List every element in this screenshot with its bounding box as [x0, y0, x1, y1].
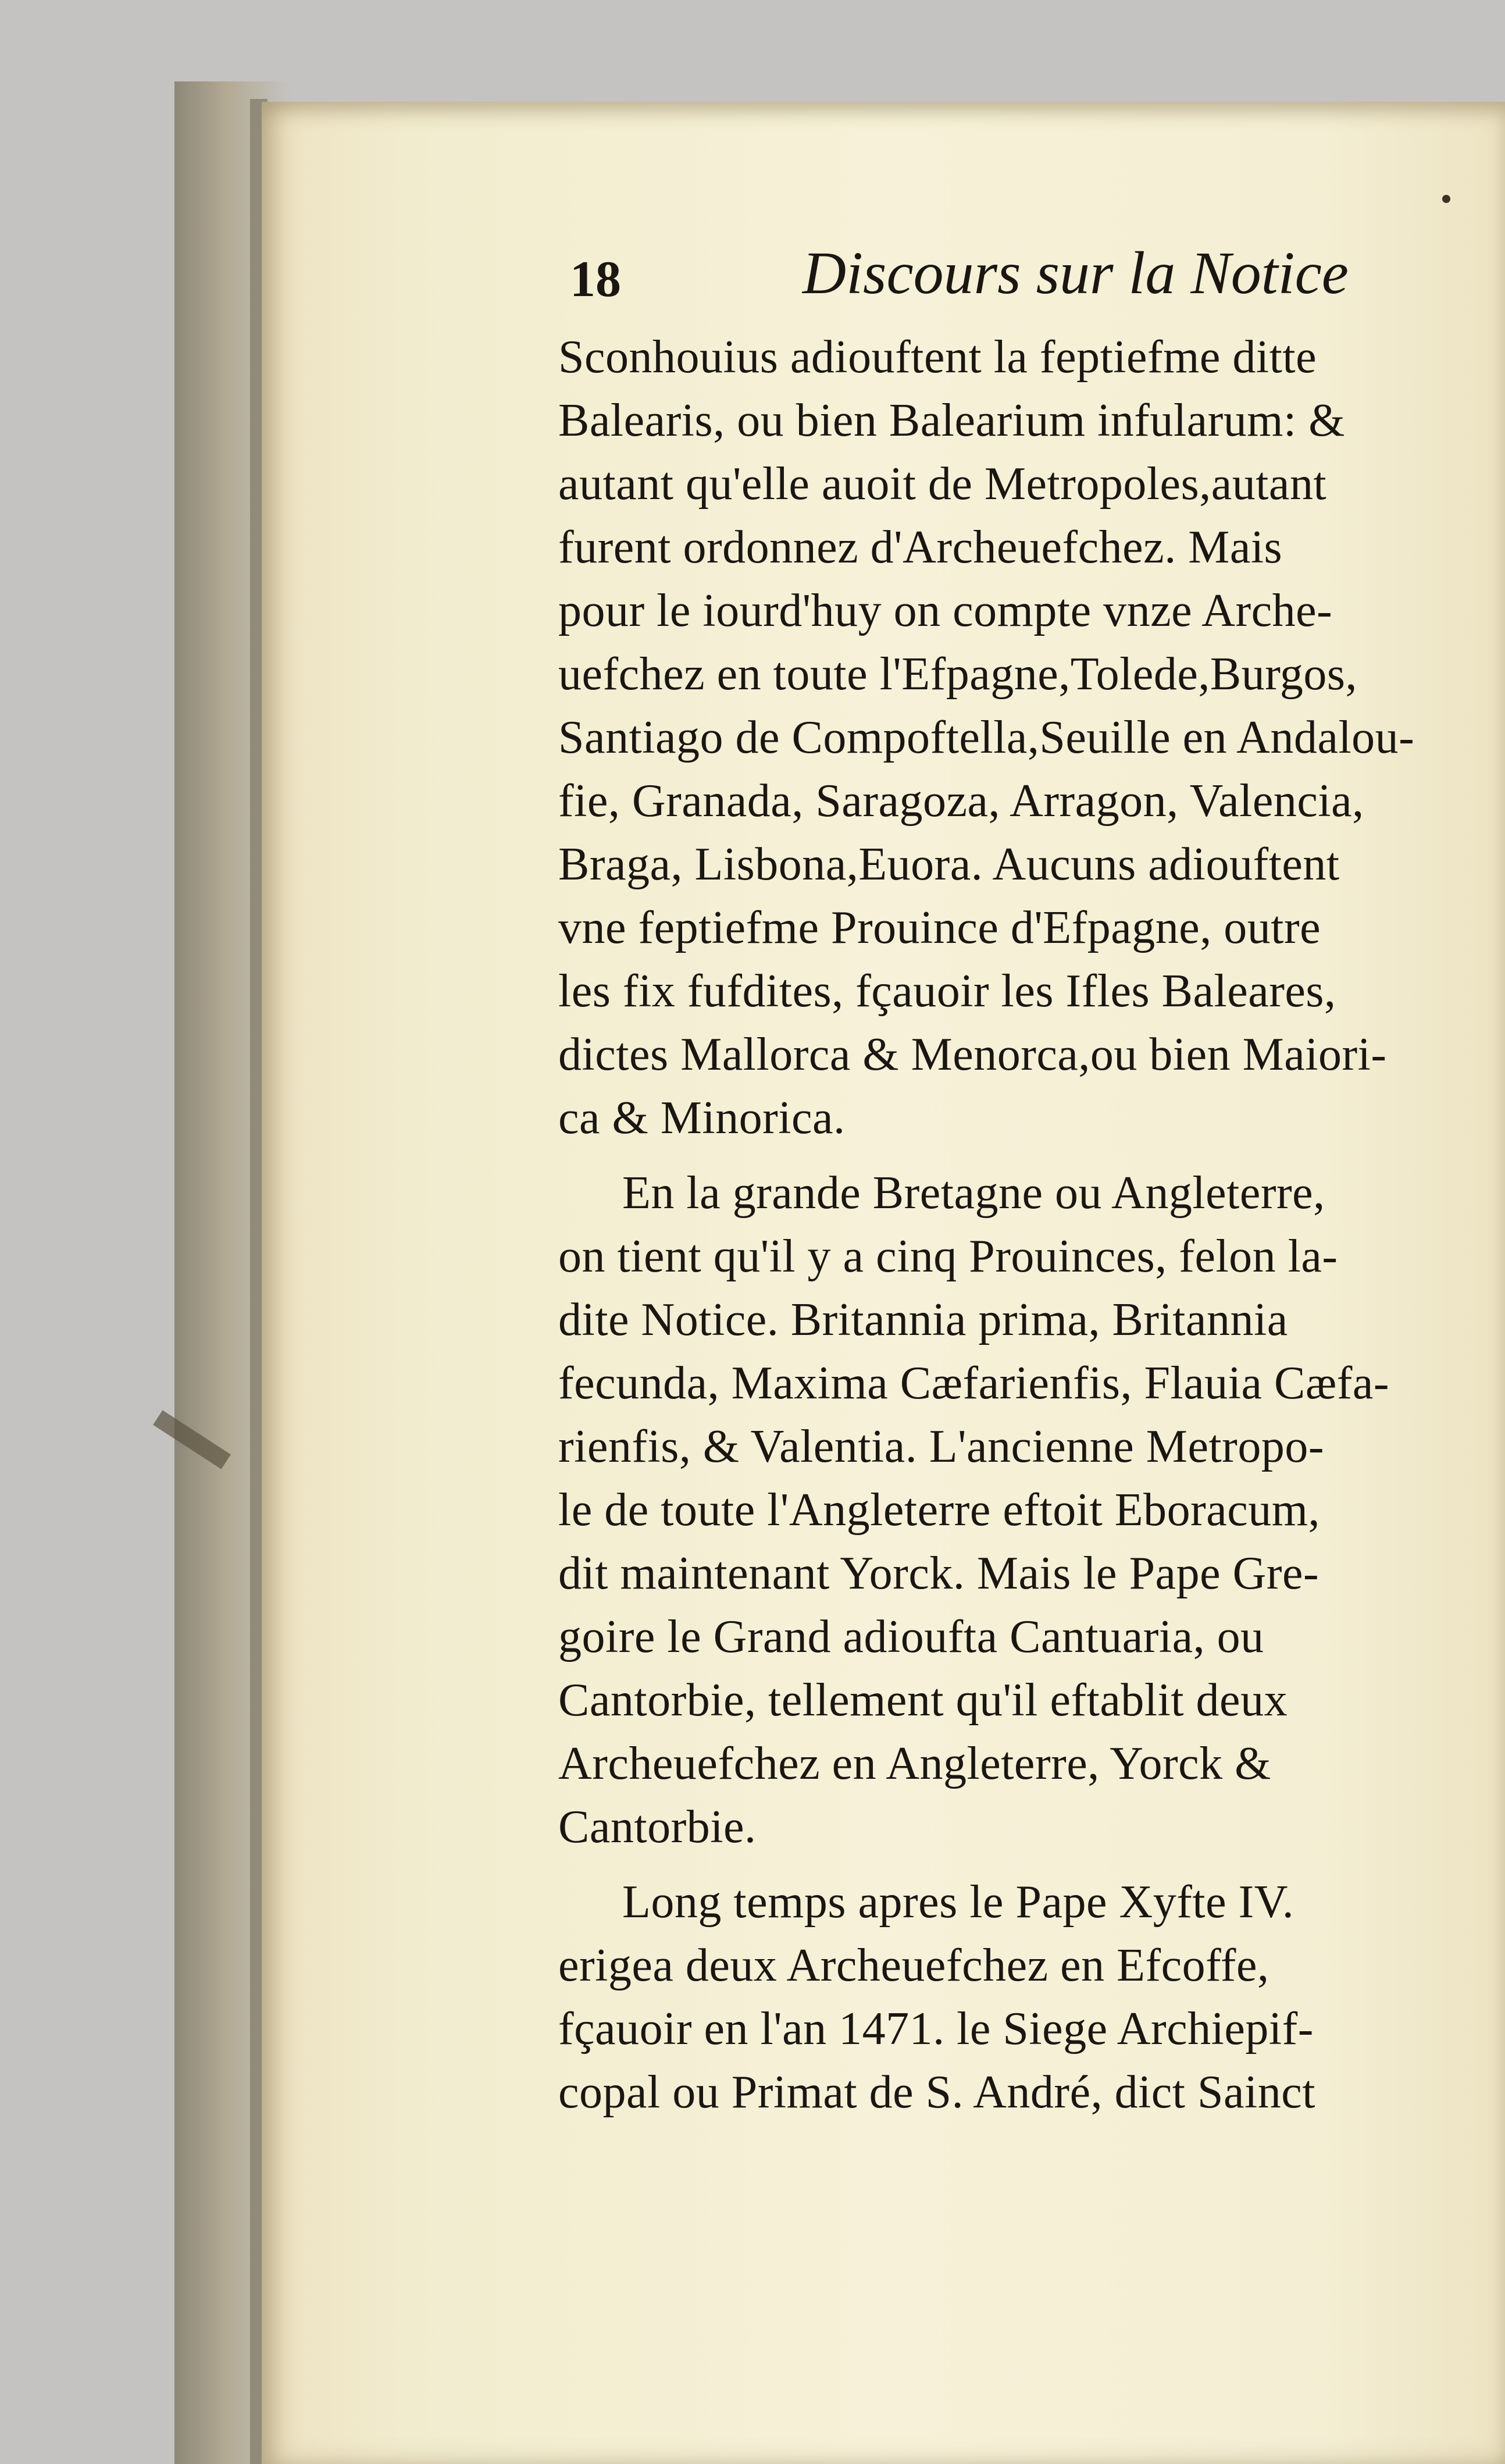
text-line: copal ou Primat de S. André, dict Sainct [558, 2067, 1315, 2118]
text-line: fie, Granada, Saragoza, Arragon, Valencia, [558, 775, 1364, 827]
text-line: le de toute l'Angleterre eftoit Eboracum, [558, 1484, 1320, 1536]
text-line: erigea deux Archeuefchez en Efcoffe, [558, 1940, 1269, 1991]
text-line: En la grande Bretagne ou Angleterre, [622, 1167, 1325, 1219]
text-line: pour le iourd'huy on compte vnze Arche- [558, 585, 1333, 636]
page-text-block [558, 238, 1477, 2124]
text-line: dictes Mallorca & Menorca,ou bien Maiori- [558, 1029, 1387, 1080]
text-line: uefchez en toute l'Efpagne,Tolede,Burgos, [558, 649, 1358, 700]
text-line: Cantorbie, tellement qu'il eftablit deux [558, 1675, 1288, 1726]
text-line: Long temps apres le Pape Xyfte IV. [622, 1877, 1294, 1928]
text-line: Sconhouius adiouftent la feptiefme ditte [558, 332, 1317, 383]
text-line: dite Notice. Britannia prima, Britannia [558, 1294, 1288, 1345]
running-head [558, 238, 1477, 326]
text-line: Braga, Lisbona,Euora. Aucuns adiouftent [558, 839, 1340, 890]
text-line: autant qu'elle auoit de Metropoles,autant [558, 458, 1327, 510]
text-line: Archeuefchez en Angleterre, Yorck & [558, 1738, 1271, 1789]
text-line: Santiago de Compoftella,Seuille en Andalou- [558, 712, 1415, 763]
text-line: fçauoir en l'an 1471. le Siege Archiepif- [558, 2003, 1314, 2054]
text-line: les fix fufdites, fçauoir les Ifles Baleares, [558, 966, 1336, 1017]
text-line: fecunda, Maxima Cæfarienfis, Flauia Cæfa- [558, 1358, 1389, 1409]
text-line: goire le Grand adioufta Cantuaria, ou [558, 1611, 1264, 1662]
text-line: rienfis, & Valentia. L'ancienne Metropo- [558, 1421, 1324, 1472]
paragraph-gap [558, 1150, 1477, 1162]
page-number: 18 [570, 251, 621, 308]
running-title: Discours sur la Notice [803, 240, 1349, 307]
ink-dot-mark [1442, 195, 1450, 203]
paragraph-gap [558, 1859, 1477, 1871]
text-line: vne feptiefme Prouince d'Efpagne, outre [558, 902, 1321, 953]
text-line: dit maintenant Yorck. Mais le Pape Gre- [558, 1548, 1319, 1599]
text-line: ca & Minorica. [558, 1092, 846, 1144]
text-line: Balearis, ou bien Balearium infularum: & [558, 395, 1345, 446]
text-line: on tient qu'il y a cinq Prouinces, felon la- [558, 1231, 1338, 1282]
text-line: furent ordonnez d'Archeuefchez. Mais [558, 522, 1283, 573]
text-line: Cantorbie. [558, 1801, 757, 1853]
